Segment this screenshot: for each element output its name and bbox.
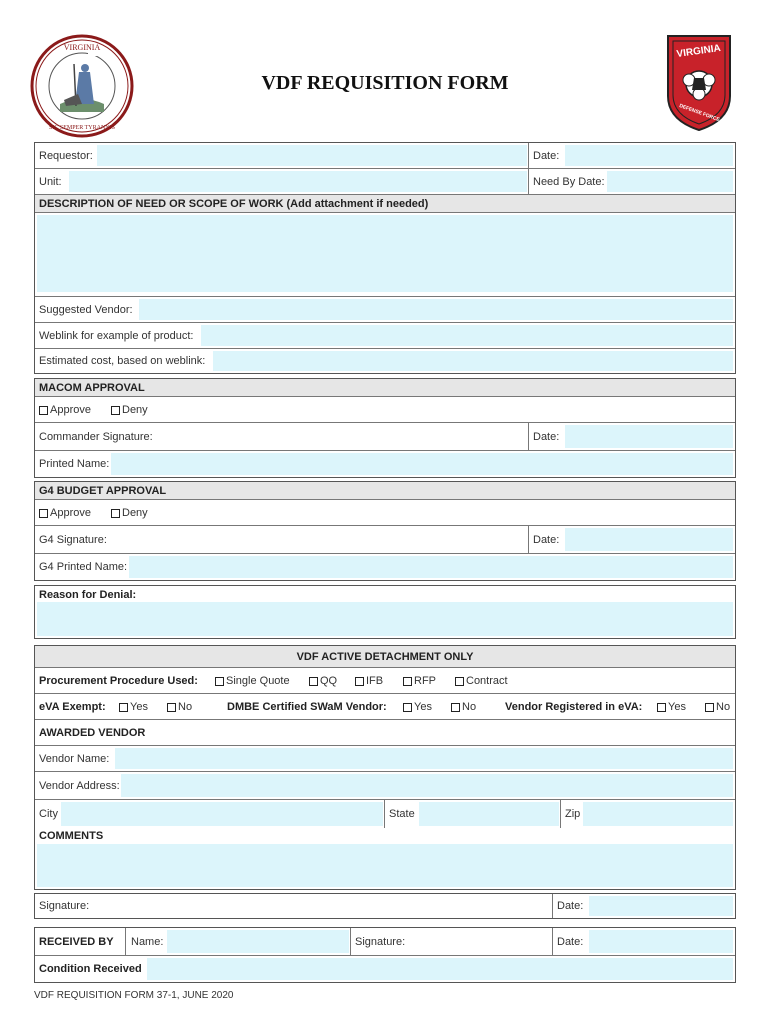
badge-text-bottom: DEFENSE FORCE (678, 102, 721, 124)
zip-label: Zip (565, 808, 581, 820)
macom-section (34, 378, 736, 478)
form-footer: VDF REQUISITION FORM 37-1, JUNE 2020 (34, 990, 234, 1001)
qq-label: QQ (320, 675, 338, 687)
vdf-active-section (34, 645, 736, 890)
suggested-vendor-field[interactable] (139, 299, 733, 320)
g4-section (34, 481, 736, 581)
received-by-label: RECEIVED BY (39, 935, 114, 948)
qq-checkbox[interactable] (309, 677, 318, 686)
weblink-field[interactable] (201, 325, 733, 346)
comments-row (35, 828, 735, 889)
received-name-field[interactable] (167, 930, 349, 953)
received-signature-label: Signature: (355, 935, 406, 948)
received-date-field[interactable] (589, 930, 733, 953)
vendor-registered-yes-label: Yes (668, 701, 686, 713)
g4-header: G4 BUDGET APPROVAL (35, 482, 735, 500)
seal-motto: SIC SEMPER TYRANNIS (49, 125, 115, 131)
rfp-checkbox[interactable] (403, 677, 412, 686)
form-title: VDF REQUISITION FORM (261, 72, 509, 94)
g4-date-field[interactable] (565, 528, 733, 551)
contract-label: Contract (466, 675, 508, 687)
printed-name-row (35, 451, 735, 477)
need-by-date-label: Need By Date: (533, 175, 605, 188)
macom-approve-checkbox[interactable] (39, 406, 48, 415)
description-row (35, 213, 735, 297)
description-header: DESCRIPTION OF NEED OR SCOPE OF WORK (Add attachment if needed) (35, 195, 735, 213)
eva-row (35, 694, 735, 720)
suggested-vendor-row (35, 297, 735, 323)
commander-date-label: Date: (533, 430, 560, 443)
city-label: City (39, 808, 58, 820)
state-label: State (389, 808, 415, 820)
g4-approve-checkbox[interactable] (39, 509, 48, 518)
condition-received-field[interactable] (147, 958, 733, 980)
reason-denial-section (34, 585, 736, 639)
weblink-label: Weblink for example of product: (39, 329, 194, 342)
printed-name-field[interactable] (111, 453, 733, 475)
signature-label: Signature: (39, 900, 90, 912)
reason-denial-label: Reason for Denial: (39, 589, 137, 601)
unit-row (35, 169, 735, 195)
procurement-option-single-quote[interactable] (215, 675, 290, 687)
signature-date-label: Date: (557, 900, 584, 912)
vendor-registered-yes-option[interactable] (657, 701, 686, 713)
requestor-row (35, 143, 735, 169)
city-field[interactable] (61, 802, 383, 826)
vendor-registered-no-option[interactable] (705, 701, 730, 713)
eva-exempt-yes-option[interactable] (119, 701, 148, 713)
eva-exempt-no-label: No (178, 701, 193, 713)
macom-decision-row (35, 397, 735, 423)
received-date-label: Date: (557, 935, 584, 948)
received-section (34, 927, 736, 983)
vendor-registered-yes-checkbox[interactable] (657, 703, 666, 712)
g4-deny-label: Deny (122, 507, 148, 519)
vendor-address-row (35, 772, 735, 800)
eva-exempt-yes-checkbox[interactable] (119, 703, 128, 712)
signature-date-field[interactable] (589, 896, 733, 916)
awarded-vendor-header: AWARDED VENDOR (39, 726, 146, 739)
g4-approve-option[interactable] (39, 507, 91, 519)
vendor-name-field[interactable] (115, 748, 733, 769)
g4-deny-option[interactable] (111, 507, 148, 519)
unit-label: Unit: (39, 175, 62, 188)
g4-deny-checkbox[interactable] (111, 509, 120, 518)
badge-text-top: VIRGINIA (675, 42, 722, 61)
procurement-option-qq[interactable] (309, 675, 337, 687)
city-state-zip-row (35, 800, 735, 828)
dmbe-yes-option[interactable] (403, 701, 432, 713)
commander-signature-label: Commander Signature: (39, 430, 153, 443)
awarded-vendor-row (35, 720, 735, 746)
comments-header: COMMENTS (39, 830, 104, 842)
condition-received-row (35, 956, 735, 982)
estimated-cost-field[interactable] (213, 351, 733, 371)
g4-decision-row (35, 500, 735, 526)
reason-denial-field[interactable] (37, 602, 733, 636)
macom-deny-option[interactable] (111, 404, 148, 416)
seal-text: VIRGINIA (63, 43, 101, 52)
rfp-label: RFP (414, 675, 436, 687)
received-by-row (35, 928, 735, 956)
dmbe-no-label: No (462, 701, 477, 713)
single-quote-label: Single Quote (226, 675, 290, 687)
g4-printed-name-row (35, 554, 735, 580)
contract-checkbox[interactable] (455, 677, 464, 686)
macom-header: MACOM APPROVAL (35, 379, 735, 397)
description-field[interactable] (37, 215, 733, 292)
weblink-row (35, 323, 735, 349)
vendor-address-label: Vendor Address: (39, 779, 120, 792)
requestor-label: Requestor: (39, 149, 93, 162)
ifb-label: IFB (366, 675, 384, 687)
eva-exempt-no-option[interactable] (167, 701, 192, 713)
macom-approve-option[interactable] (39, 404, 91, 416)
dmbe-no-checkbox[interactable] (451, 703, 460, 712)
dmbe-label: DMBE Certified SWaM Vendor: (227, 700, 387, 713)
signature-row (34, 893, 736, 919)
printed-name-label: Printed Name: (39, 458, 110, 470)
macom-deny-label: Deny (122, 404, 148, 416)
estimated-cost-label: Estimated cost, based on weblink: (39, 355, 206, 367)
state-field[interactable] (419, 802, 559, 826)
estimated-cost-row (35, 349, 735, 373)
vendor-address-field[interactable] (121, 774, 733, 797)
procurement-option-rfp[interactable] (403, 675, 436, 687)
dmbe-no-option[interactable] (451, 701, 476, 713)
zip-field[interactable] (583, 802, 733, 826)
g4-signature-row (35, 526, 735, 554)
procurement-label: Procurement Procedure Used: (39, 674, 198, 687)
date-label: Date: (533, 149, 560, 162)
date-field[interactable] (565, 145, 733, 166)
eva-exempt-no-checkbox[interactable] (167, 703, 176, 712)
procurement-option-contract[interactable] (455, 675, 508, 687)
single-quote-checkbox[interactable] (215, 677, 224, 686)
eva-exempt-yes-label: Yes (130, 701, 148, 713)
vendor-registered-label: Vendor Registered in eVA: (505, 700, 643, 713)
vendor-registered-no-label: No (716, 701, 731, 713)
g4-date-label: Date: (533, 533, 560, 546)
comments-field[interactable] (37, 844, 733, 887)
macom-deny-checkbox[interactable] (111, 406, 120, 415)
g4-printed-name-field[interactable] (129, 556, 733, 578)
procurement-row (35, 668, 735, 694)
procurement-option-ifb[interactable] (355, 675, 383, 687)
condition-received-label: Condition Received (39, 963, 142, 975)
g4-approve-label: Approve (50, 507, 91, 519)
unit-field[interactable] (69, 171, 527, 192)
requestor-field[interactable] (97, 145, 527, 166)
need-by-date-field[interactable] (607, 171, 733, 192)
vendor-name-label: Vendor Name: (39, 752, 110, 765)
commander-date-field[interactable] (565, 425, 733, 448)
eva-exempt-label: eVA Exempt: (39, 700, 106, 713)
g4-signature-label: G4 Signature: (39, 533, 107, 546)
dmbe-yes-checkbox[interactable] (403, 703, 412, 712)
received-name-label: Name: (131, 935, 164, 948)
vendor-registered-no-checkbox[interactable] (705, 703, 714, 712)
vdf-active-header: VDF ACTIVE DETACHMENT ONLY (35, 646, 735, 668)
suggested-vendor-label: Suggested Vendor: (39, 303, 133, 316)
macom-approve-label: Approve (50, 404, 91, 416)
g4-printed-name-label: G4 Printed Name: (39, 561, 128, 573)
commander-signature-row (35, 423, 735, 451)
ifb-checkbox[interactable] (355, 677, 364, 686)
vendor-name-row (35, 746, 735, 772)
dmbe-yes-label: Yes (414, 701, 432, 713)
request-section (34, 142, 736, 374)
